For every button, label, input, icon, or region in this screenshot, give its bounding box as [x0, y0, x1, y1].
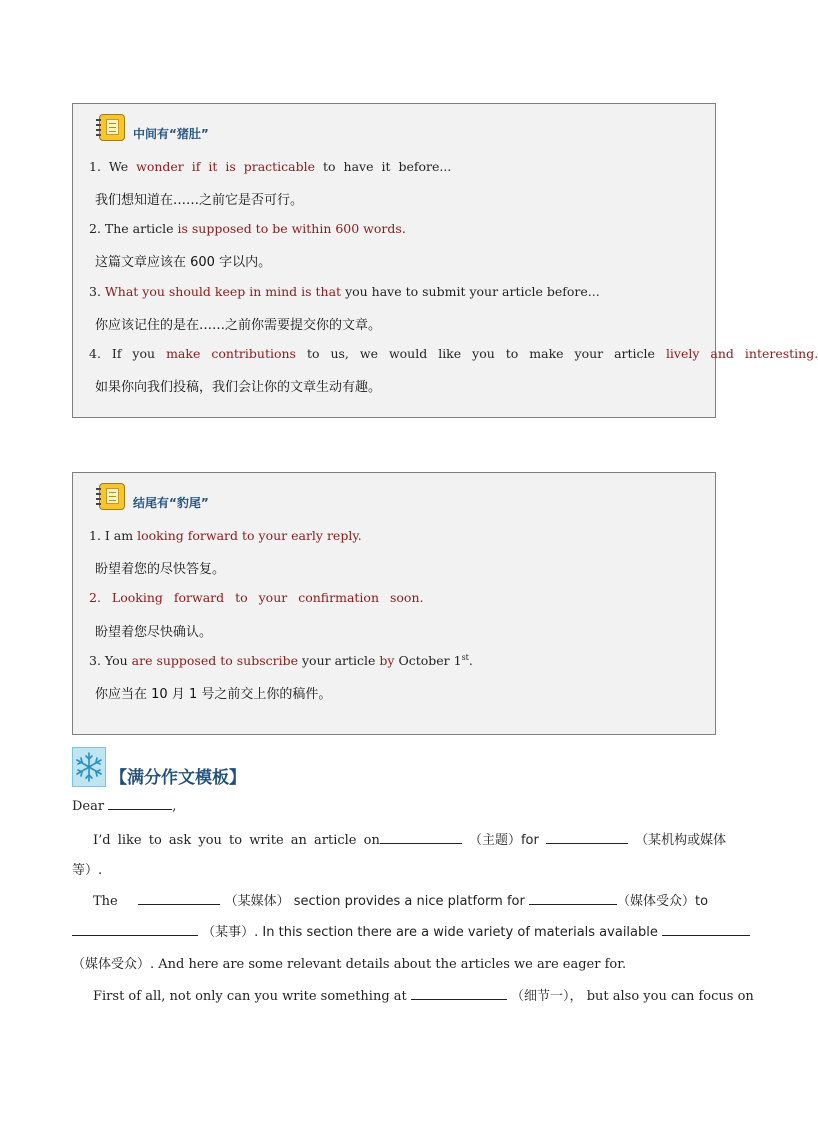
template-text: First of all, not only can you write something at — [93, 989, 407, 1004]
blank-line — [138, 892, 220, 905]
template-paragraph-3 — [72, 921, 750, 940]
phrase-highlight: Looking forward to your confirmation soon. — [111, 590, 424, 605]
phrase-highlight: by — [379, 653, 395, 669]
phrase-line-2 — [89, 221, 406, 236]
box-title: 结尾有“豹尾” — [133, 496, 209, 510]
template-paragraph-1 — [93, 829, 726, 848]
phrase-line-4 — [89, 346, 818, 361]
phrase-highlight: What you should keep in mind is that — [104, 284, 342, 299]
phrase-text: . — [401, 221, 406, 236]
template-text: I’d like to ask you to write an article on — [93, 833, 380, 848]
blank-line — [380, 831, 462, 844]
phrase-highlight: make contributions — [166, 346, 296, 361]
box-title: 中间有“猪肚” — [133, 127, 209, 141]
translation-3: 你应当在 10 月 1 号之前交上你的稿件。 — [95, 687, 332, 702]
phrase-text: your article — [301, 653, 376, 669]
phrase-highlight: wonder if it is practicable — [136, 159, 316, 174]
template-text: （媒体受众）to — [617, 894, 709, 909]
phrase-text: 4. If you — [89, 346, 156, 361]
section-title: 【满分作文模板】 — [110, 768, 246, 788]
template-text: （细节一）， — [511, 989, 583, 1004]
template-text: （某事）. In this section there are a wide variety of materials available — [202, 925, 658, 940]
notebook-icon — [99, 114, 125, 141]
phrase-highlight: looking forward to your early reply. — [137, 528, 362, 543]
phrase-text: . — [468, 653, 473, 669]
notebook-icon — [99, 483, 125, 510]
phrase-text: 3. — [89, 284, 101, 299]
blank-line — [546, 831, 628, 844]
phrase-highlight: is supposed to be within 600 words — [177, 221, 402, 236]
phrase-text: 1. We — [89, 159, 129, 174]
phrase-highlight: are supposed to subscribe — [131, 653, 298, 669]
phrase-line-2 — [89, 590, 423, 605]
template-text: （某媒体） section provides a nice platform for — [224, 894, 525, 909]
blank-line — [529, 892, 617, 905]
translation-2: 盼望着您尽快确认。 — [95, 625, 213, 640]
translation-1: 盼望着您的尽快答复。 — [95, 562, 226, 577]
greeting-text: , — [172, 799, 177, 814]
greeting-text: Dear — [72, 799, 105, 814]
phrase-text: you have to submit your article before... — [345, 284, 600, 299]
template-text: The — [93, 894, 118, 909]
phrase-line-1 — [89, 159, 451, 174]
phrase-text: 2. — [89, 590, 101, 605]
greeting-line — [72, 797, 176, 814]
template-paragraph-2 — [93, 890, 708, 909]
tip-box-middle — [72, 103, 818, 418]
translation-2: 这篇文章应该在 600 字以内。 — [95, 255, 272, 270]
phrase-text: October 1 — [398, 653, 462, 669]
phrase-text: to us, we would like you to make your article — [306, 346, 655, 361]
template-paragraph-5 — [93, 985, 754, 1004]
superscript: st — [461, 653, 469, 662]
translation-3: 你应该记住的是在……之前你需要提交你的文章。 — [95, 318, 382, 333]
snowflake-icon — [72, 747, 106, 787]
blank-line — [108, 797, 172, 810]
phrase-text: 3. You — [89, 653, 128, 669]
phrase-line-1 — [89, 528, 362, 543]
phrase-text: 1. I am — [89, 528, 134, 543]
phrase-text: to have it before... — [323, 159, 452, 174]
blank-line — [662, 923, 750, 936]
phrase-line-3 — [89, 284, 600, 299]
blank-line — [411, 987, 507, 1000]
phrase-line-3 — [89, 653, 473, 668]
blank-line — [72, 923, 198, 936]
template-text: （某机构或媒体 — [635, 833, 727, 848]
phrase-text: 2. The article — [89, 221, 174, 236]
template-text: （主题）for — [468, 833, 539, 848]
translation-1: 我们想知道在……之前它是否可行。 — [95, 193, 304, 208]
template-paragraph-1-cont: 等）. — [72, 863, 103, 878]
template-paragraph-4: （媒体受众）. And here are some relevant details about the articles we are eager for. — [72, 957, 627, 972]
translation-4: 如果你向我们投稿，我们会让你的文章生动有趣。 — [95, 380, 382, 395]
phrase-highlight: lively and interesting. — [665, 346, 818, 361]
tip-box-ending — [72, 472, 716, 735]
template-text: but also you can focus on — [586, 989, 754, 1004]
